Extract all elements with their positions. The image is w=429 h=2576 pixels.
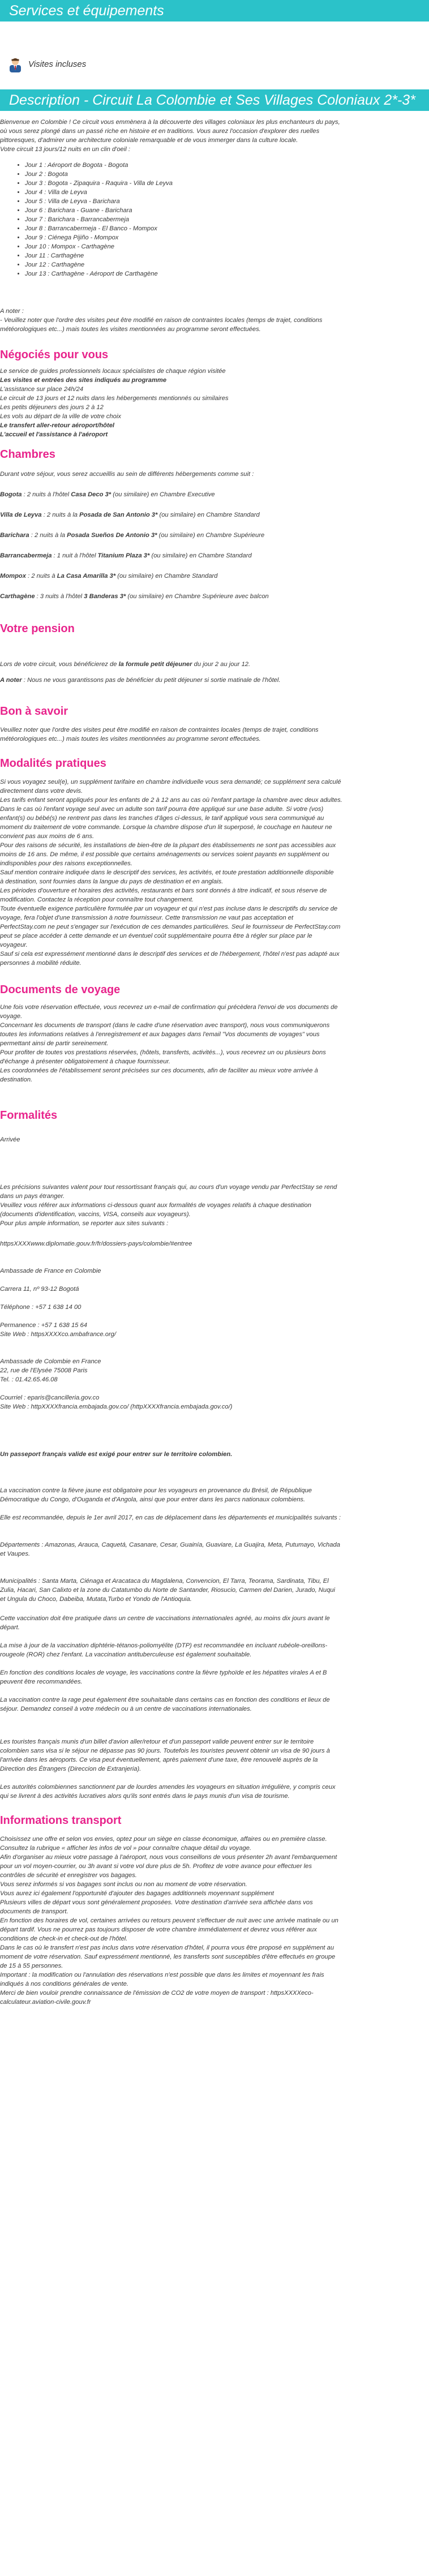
list-item: L'accueil et l'assistance à l'aéroport — [0, 431, 108, 438]
person-icon — [8, 57, 23, 72]
meal-heading: Votre pension — [0, 622, 75, 635]
list-item: • Jour 8 : Barrancabermeja - El Banco - Mompox — [25, 224, 419, 233]
list-item: Les visites et entrées des sites indiqués au programme — [0, 377, 167, 384]
included-heading: Négociés pour vous — [0, 349, 109, 361]
health-yellow-fever: La vaccination contre la fièvre jaune est obligatoire pour les voyageurs en provenance du Brésil, de République Démocratique du Congo, d'Ouganda et d'Angola, ainsi que pour entrer dans les parcs nationaux colombiens. — [0, 1487, 312, 1503]
list-item: Les vols au départ de la ville de votre choix — [0, 413, 121, 420]
list-item: • Jour 1 : Aéroport de Bogota - Bogota — [25, 161, 419, 170]
list-item: Le circuit de 13 jours et 12 nuits dans les hébergements mentionnés ou similaires — [0, 395, 229, 402]
list-item: Le service de guides professionnels locaux spécialistes de chaque région visitée — [0, 368, 226, 375]
included-list — [0, 367, 419, 439]
formalities-link[interactable]: httpsXXXXwww.diplomatie.gouv.fr/fr/dossiers-pays/colombie/#entree — [0, 1240, 192, 1247]
rooms-intro: Durant votre séjour, vous serez accueillis au sein de différents hébergements comme suit : — [0, 471, 254, 478]
health-typhoid: En fonction des conditions locales de voyage, les vaccinations contre la fièvre typhoïde et les hépatites virales A et B peuvent être recommandées. — [0, 1669, 327, 1685]
included-visits — [8, 57, 86, 72]
stay-row: Villa de Leyva : 2 nuits à la Posada de San Antonio 3* (ou similaire) en Chambre Standard — [0, 512, 260, 518]
meal-plan-note: A noter : Nous ne vous garantissons pas de bénéficier du petit déjeuner si sortie matinale de l'hôtel. — [0, 677, 281, 684]
tourist-visa: Les touristes français munis d'un billet d'avion aller/retour et d'un passeport valide peuvent entrer sur le territoire colombien sans visa si le séjour ne dépasse pas 90 jours. Toutefois les touristes peuvent obtenir un visa de 90 jours à l'arrivée dans les aéroports. Ce visa peut éventuellement, après paiement d'une taxe, être renouvelé auprès de la Direction des Étrangers (Direccion de Extranjeria). — [0, 1738, 330, 1772]
description-title: Description - Circuit La Colombie et Ses Villages Coloniaux 2*-3* — [9, 92, 415, 108]
health-centre: Cette vaccination doit être pratiquée dans un centre de vaccinations internationales agréé, au moins dix jours avant le départ. — [0, 1615, 330, 1631]
good-to-know-text: Veuillez noter que l'ordre des visites peut être modifié en raison de contraintes locales (temps de trajet, conditions météorologiques etc...) mais toutes les visites mentionnées au programme seront effectuées. — [0, 727, 319, 742]
formalities-arrival: Arrivée — [0, 1136, 20, 1143]
formalities-heading: Formalités — [0, 1109, 58, 1122]
included-label: Visites incluses — [28, 59, 87, 69]
services-banner — [0, 0, 429, 22]
list-item: Les petits déjeuners des jours 2 à 12 — [0, 404, 104, 411]
authorities-note: Les autorités colombiennes sanctionnent par de lourdes amendes les voyageurs en situation irrégulière, y compris ceux qui se livrent à des activités lucratives alors qu'ils sont entrés dans le pays munis d'un visa de tourisme. — [0, 1784, 336, 1800]
list-item: L'assistance sur place 24h/24 — [0, 386, 84, 393]
list-item: • Jour 2 : Bogota — [25, 170, 419, 179]
practical-text: Si vous voyagez seul(e), un supplément tarifaire en chambre individuelle vous sera demandé; ce supplément sera calculé directement dans votre devis. Les tarifs enfant seront appliqués pour les enfants de 2 à 12 ans au cas où l'enfant partage la chambre avec deux adultes. Dans le cas où l'enfant voyage seul avec un adulte son tarif pourra être appliqué sur une base adulte. Si votre (vos) enfant(s) ou bébé(s) ne rentrent pas dans les tranches d'âges ci-dessus, le tarif appliqué vous sera communiqué au moment du traitement de votre commande. Lorsque la chambre dispose d'un lit superposé, le couchage en hauteur ne convient pas aux moins de 6 ans. Pour des raisons de sécurité, les installations de bien-être de la plupart des établissements ne sont pas accessibles aux moins de 16 ans. De même, il est possible que certains aménagements ou services soient payants en supplément ou indisponibles pour des raisons exceptionnelles. Sauf mention contraire indiquée dans le descriptif des services, les activités, et toute prestation additionnelle disponible à destination, sont fournies dans la langue du pays de destination et en anglais. Les périodes d'ouverture et horaires des activités, restaurants et bars sont donnés à titre indicatif, et sous réserve de modification. Contactez la réception pour connaître tout changement. Toute éventuelle exigence particulière formulée par un voyageur et qui n'est pas incluse dans le descriptifs du service de voyage, fera l'objet d'une transmission à notre fournisseur. Cette transmission ne vaut pas acceptation et PerfectStay.com ne peut s'engager sur l'exécution de ces demandes particulières. Seul le fournisseur de PerfectStay.com peut se place accéder à cette demande et un éventuel coût supplémentaire pourra être à régler sur place par le voyageur. Sauf si cela est expressément mentionné dans le descriptif des services et de l'hébergement, l'hôtel n'est pas adapté aux personnes à mobilité réduite. — [0, 779, 342, 967]
health-municipalities: Municipalités : Santa Marta, Ciénaga et Aracataca du Magdalena, Convencion, El Tarra, Teorama, Sardinata, Tibu, El Zulia, Hacari, San Calixto et la zone du Catatumbo du Norte de Santander, Riosucio, Carmen del Darien, Jurado, Nuqui et Ungula du Choco, Dabeiba, Mutata,Turbo et Yondo de l'Antioquia. — [0, 1578, 336, 1603]
list-item: Le transfert aller-retour aéroport/hôtel — [0, 422, 115, 429]
health-departments: Départements : Amazonas, Arauca, Caquetá, Casanare, Cesar, Guainía, Guaviare, La Guajira, Meta, Putumayo, Vichada et Vaupes. — [0, 1542, 340, 1557]
stay-row: Barrancabermeja : 1 nuit à l'hôtel Titanium Plaza 3* (ou similaire) en Chambre Standard — [0, 552, 252, 559]
practical-heading: Modalités pratiques — [0, 757, 106, 770]
transport-text: Choisissez une offre et selon vos envies, optez pour un siège en classe économique, affaires ou en première classe. Consultez la rubrique « afficher les infos de vol » pour connaître chaque détail du voyage. Afin d'organiser au mieux votre passage à l'aéroport, nous vous conseillons de vous présenter 2h avant l'embarquement pour un vol moyen-courrier, ou 3h avant si votre vol dure plus de 5h. Profitez de votre avance pour effectuer les contrôles de sécurité et enregistrer vos bagages. Vous serez informés si vos bagages sont inclus ou non au moment de votre réservation. Vous aurez ici également l'opportunité d'ajouter des bagages additionnels moyennant supplément Plusieurs villes de départ vous sont généralement proposées. Votre destination d'arrivée sera affichée dans vos documents de transport. En fonction des horaires de vol, certaines arrivées ou retours peuvent s'effectuer de nuit avec une arrivée matinale ou un départ tardif. Vous ne pourrez pas toujours disposer de votre chambre immédiatement et devrez vous référer aux conditions de check-in et check-out de l'hôtel. Dans le cas où le transfert n'est pas inclus dans votre réservation d'hôtel, il pourra vous être proposé en supplément au moment de votre réservation. Sauf expressément mentionné, les transferts sont susceptibles d'être effectués en groupe de 15 à 55 personnes. Important : la modification ou l'annulation des réservations n'est possible que dans les limites et moyennant les frais indiqués à nos conditions générales de vente. Merci de bien vouloir prendre connaissance de l'émission de CO2 de votre moyen de transport : httpsXXXXeco- calculateur.aviation-civile.gouv.fr — [0, 1836, 338, 2006]
rooms-heading: Chambres — [0, 448, 55, 461]
transport-heading: Informations transport — [0, 1814, 122, 1827]
list-item: • Jour 3 : Bogota - Zipaquira - Raquira - Villa de Leyva — [25, 179, 419, 188]
list-item: • Jour 9 : Ciénega Pijiño - Mompox — [25, 233, 419, 242]
list-item: • Jour 6 : Barichara - Guane - Barichara — [25, 206, 419, 215]
stay-row: Mompox : 2 nuits à La Casa Amarilla 3* (ou similaire) en Chambre Standard — [0, 573, 218, 579]
documents-text: Une fois votre réservation effectuée, vous recevrez un e-mail de confirmation qui précèdera l'envoi de vos documents de voyage. Concernant les documents de transport (dans le cadre d'une réservation avec transport), nous vous communiquerons toutes les informations relatives à l'enregistrement et aux bagages dans l'email "Vos documents de voyages" vous permettant ainsi de partir sereinement. Pour profiter de toutes vos prestations réservées, (hôtels, transferts, activités...), vous recevrez un ou plusieurs bons d'échange à présenter obligatoirement à chaque fournisseur. Les coordonnées de l'établissement seront précisées sur ces documents, afin de faciliter au mieux votre arrivée à destination. — [0, 1004, 338, 1083]
route-note: A noter : - Veuillez noter que l'ordre des visites peut être modifié en raison de contraintes locales (temps de trajet, conditions météorologiques etc...) mais toutes les visites mentionnées au programme seront effectuées. — [0, 308, 323, 333]
stay-row: Bogota : 2 nuits à l'hôtel Casa Deco 3* (ou similaire) en Chambre Executive — [0, 491, 215, 498]
list-item: • Jour 13 : Carthagène - Aéroport de Carthagène — [25, 269, 419, 278]
embassy-contacts: Ambassade de France en Colombie Carrera 11, nº 93-12 Bogotá Téléphone : +57 1 638 14 00 Permanence : +57 1 638 15 64 Site Web : httpsXXXXco.ambafrance.org/ Ambassade de Colombie en France 22, rue de l'Elysée 75008 Paris Tel. : 01.42.65.46.08 Courriel : eparis@cancilleria.gov.co Site Web : httpXXXXfrancia.embajada.gov.co/ (httpXXXXfrancia.embajada.gov.co/) — [0, 1268, 233, 1410]
documents-heading: Documents de voyage — [0, 984, 121, 996]
formalities-intro: Les précisions suivantes valent pour tout ressortissant français qui, au cours d'un voyage vendu par PerfectStay se rend dans un pays étranger. Veuillez vous référer aux informations ci-dessous quant aux formalités de voyages relatifs à chaque destination (documents d'identification, vaccins, VISA, conseils aux voyageurs). Pour plus ample information, se reporter aux sites suivants : — [0, 1184, 337, 1227]
list-item: • Jour 7 : Barichara - Barrancabermeja — [25, 215, 419, 224]
passport-note: Un passeport français valide est exigé pour entrer sur le territoire colombien. — [0, 1451, 233, 1458]
list-item: • Jour 10 : Mompox - Carthagène — [25, 242, 419, 251]
list-item: • Jour 11 : Carthagène — [25, 251, 419, 260]
list-item: • Jour 5 : Villa de Leyva - Barichara — [25, 197, 419, 206]
stay-row: Barichara : 2 nuits à la Posada Sueños De Antonio 3* (ou similaire) en Chambre Supérieure — [0, 532, 265, 539]
health-recommended: Elle est recommandée, depuis le 1er avril 2017, en cas de déplacement dans les départements et municipalités suivants : — [0, 1514, 341, 1521]
stay-row: Carthagène : 3 nuits à l'hôtel 3 Banderas 3* (ou similaire) en Chambre Supérieure avec balcon — [0, 593, 269, 600]
services-title: Services et équipements — [9, 3, 164, 19]
intro-text: Bienvenue en Colombie ! Ce circuit vous emmènera à la découverte des villages coloniaux les plus enchanteurs du pays, où vous serez plongé dans un passé riche en histoire et en traditions. Vous aurez l'occasion d'explorer des ruelles pittoresques, d'admirer une architecture coloniale remarquable et de vous immerger dans la culture locale. Votre circuit 13 jours/12 nuits en un clin d'oeil : — [0, 119, 340, 153]
good-to-know-heading: Bon à savoir — [0, 705, 68, 718]
list-item: • Jour 12 : Carthagène — [25, 260, 419, 269]
health-rabies: La vaccination contre la rage peut également être souhaitable dans certains cas en fonction des conditions et lieux de séjour. Demandez conseil à votre médecin ou à un centre de vaccinations internationales. — [0, 1697, 330, 1712]
day-list — [0, 161, 419, 278]
meal-plan-text: Lors de votre circuit, vous bénéficierez de la formule petit déjeuner du jour 2 au jour 12. — [0, 661, 251, 668]
list-item: • Jour 4 : Villa de Leyva — [25, 188, 419, 197]
health-dtp: La mise à jour de la vaccination diphtérie-tétanos-poliomyélite (DTP) est recommandée en incluant rubéole-oreillons- rougeole (ROR) chez l'enfant. La vaccination antituberculeuse est également souhaitable. — [0, 1642, 328, 1658]
description-banner — [0, 89, 429, 111]
